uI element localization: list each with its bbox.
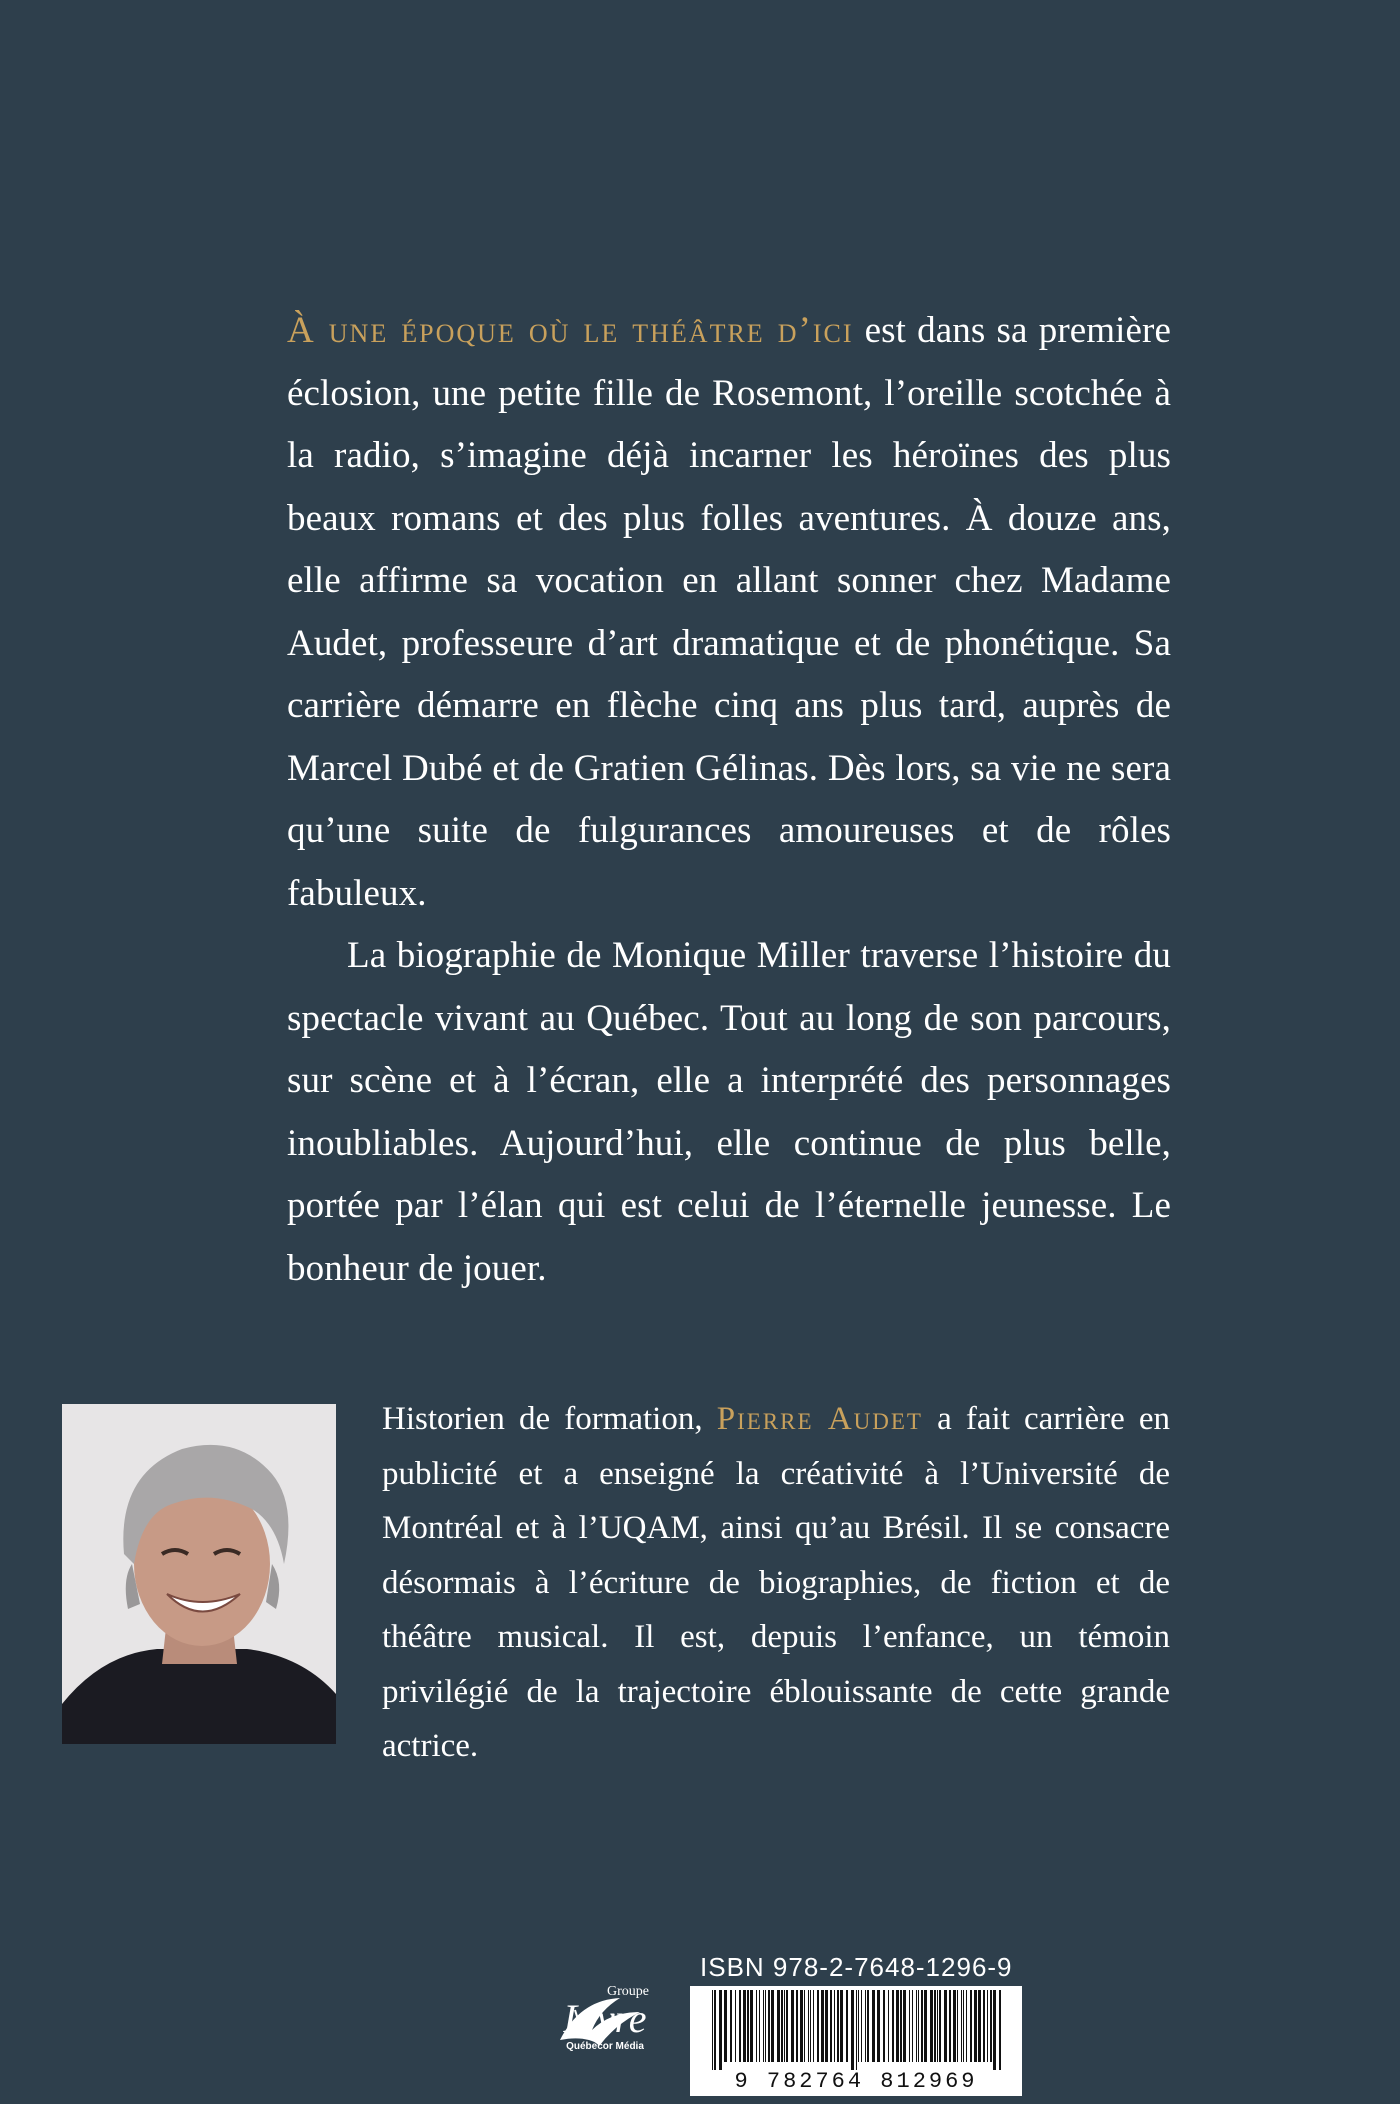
isbn-label: ISBN 978-2-7648-1296-9	[700, 1952, 1013, 1982]
author-bio-paragraph	[382, 1392, 1170, 1774]
back-cover-blurb	[287, 300, 1171, 1300]
blurb-paragraph-1	[287, 300, 1171, 925]
blurb-paragraph-1-text: est dans sa première éclosion, une petite fille de Rosemont, l’oreille scotchée à la radio, s’imagine déjà incarner les héroïnes des plus beaux romans et des plus folles aventures. À douze ans, elle affirme sa vocation en allant sonner chez Madame Audet, professeure d’art dramatique et de phonétique. Sa carrière démarre en flèche cinq ans plus tard, auprès de Marcel Dubé et de Gratien Gélinas. Dès lors, sa vie ne sera qu’une suite de fulgurances amoureuses et de rôles fabuleux.	[287, 310, 1171, 914]
blurb-paragraph-2: La biographie de Monique Miller traverse l’histoire du spectacle vivant au Québec. Tout au long de son parcours, sur scène et à l’écran, elle a interprété des personnages inoubliables. Aujourd’hui, elle continue de plus belle, portée par l’élan qui est celui de l’éternelle jeunesse. Le bonheur de jouer.	[287, 935, 1171, 1289]
publisher-livre: Livre	[563, 1996, 647, 2041]
barcode	[690, 1986, 1022, 2096]
author-bio-intro: Historien de formation,	[382, 1401, 717, 1437]
author-bio	[382, 1392, 1170, 1774]
publisher-groupe: Groupe	[607, 1984, 649, 1999]
author-portrait-illustration	[62, 1404, 336, 1744]
author-photo	[62, 1404, 336, 1744]
blurb-lead-in: À une époque où le théâtre d’ici	[287, 310, 854, 351]
barcode-bars	[690, 1986, 1022, 2070]
publisher-logo	[540, 1985, 670, 2052]
isbn-block	[690, 1952, 1030, 2096]
author-name: Pierre Audet	[716, 1401, 923, 1437]
barcode-digits: 9 782764 812969	[734, 2069, 978, 2094]
author-bio-text: a fait carrière en publicité et a enseigné la créativité à l’Université de Montréal et à l’UQAM, ainsi qu’au Brésil. Il se consacre désormais à l’écriture de biographies, de fiction et de théâtre musical. Il est, depuis l’enfance, un témoin privilégié de la trajectoire éblouissante de cette grande actrice.	[382, 1401, 1171, 1764]
publisher-media: Québecor Média	[566, 2041, 644, 2052]
